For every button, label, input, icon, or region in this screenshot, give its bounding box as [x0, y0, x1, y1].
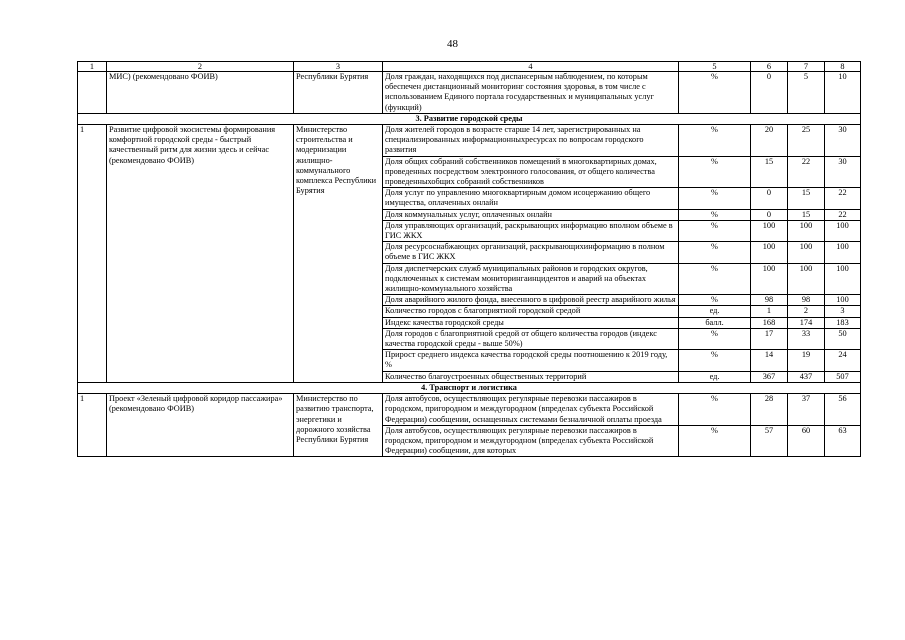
section-heading-row: [78, 113, 861, 124]
responsible-body: Республики Бурятия: [294, 72, 383, 114]
page-number: 48: [447, 38, 458, 50]
indicator-name: Доля автобусов, осуществляющих регулярные перевозки пассажиров в городском, пригородном и междугородном (впределах субъекта Российской Федерации) сообщении, оснащенных системами безналичной оплаты проезда: [383, 394, 679, 426]
value-3: 22: [825, 188, 861, 209]
unit: %: [679, 350, 751, 371]
column-numbers-row: [78, 62, 861, 72]
value-3: 183: [825, 317, 861, 328]
indicator-name: Индекс качества городской среды: [383, 317, 679, 328]
value-3: 50: [825, 328, 861, 349]
value-2: 15: [788, 188, 825, 209]
row-number: 1: [78, 125, 107, 383]
column-number: 5: [679, 62, 751, 72]
value-3: 24: [825, 350, 861, 371]
indicator-name: Количество городов с благоприятной городской средой: [383, 306, 679, 317]
value-2: 22: [788, 156, 825, 188]
value-3: 100: [825, 263, 861, 295]
value-1: 367: [751, 371, 788, 382]
indicator-name: Прирост среднего индекса качества городской среды поотношению к 2019 году, %: [383, 350, 679, 371]
unit: ед.: [679, 371, 751, 382]
indicator-name: Доля городов с благоприятной средой от общего количества городов (индекс качества городской среды - выше 50%): [383, 328, 679, 349]
value-2: 100: [788, 242, 825, 263]
value-1: 28: [751, 394, 788, 426]
value-2: 37: [788, 394, 825, 426]
value-3: 22: [825, 209, 861, 220]
value-2: 100: [788, 220, 825, 241]
value-3: 63: [825, 425, 861, 457]
value-1: 17: [751, 328, 788, 349]
section-heading-row: [78, 382, 861, 393]
unit: %: [679, 394, 751, 426]
value-3: 30: [825, 125, 861, 157]
value-1: 100: [751, 220, 788, 241]
indicators-table: [77, 61, 861, 457]
column-number: 1: [78, 62, 107, 72]
value-2: 437: [788, 371, 825, 382]
value-2: 100: [788, 263, 825, 295]
unit: балл.: [679, 317, 751, 328]
value-2: 33: [788, 328, 825, 349]
indicator-name: Доля общих собраний собственников помещений в многоквартирных домах, проведенных посредством электронного голосования, от общего количества проведенныхобщих собраний собственников: [383, 156, 679, 188]
indicator-name: Количество благоустроенных общественных территорий: [383, 371, 679, 382]
value-2: 19: [788, 350, 825, 371]
column-number: 6: [751, 62, 788, 72]
indicator-name: Доля аварийного жилого фонда, внесенного в цифровой реестр аварийного жилья: [383, 295, 679, 306]
column-number: 3: [294, 62, 383, 72]
unit: %: [679, 209, 751, 220]
value-3: 100: [825, 295, 861, 306]
value-1: 98: [751, 295, 788, 306]
value-3: 100: [825, 220, 861, 241]
project-name: Развитие цифровой экосистемы формирования комфортной городской среды - быстрый качественный ритм для жизни здесь и сейчас (рекомендовано ФОИВ): [107, 125, 294, 383]
value-3: 507: [825, 371, 861, 382]
value-2: 5: [788, 72, 825, 114]
unit: %: [679, 220, 751, 241]
value-3: 30: [825, 156, 861, 188]
section-title: 3. Развитие городской среды: [78, 113, 861, 124]
project-name: МИС) (рекомендовано ФОИВ): [107, 72, 294, 114]
indicator-name: Доля автобусов, осуществляющих регулярные перевозки пассажиров в городском, пригородном и междугородном (впределах субъекта Российской Федерации) сообщении, для которых: [383, 425, 679, 457]
value-3: 100: [825, 242, 861, 263]
value-2: 60: [788, 425, 825, 457]
value-1: 0: [751, 72, 788, 114]
unit: %: [679, 328, 751, 349]
unit: %: [679, 72, 751, 114]
column-number: 8: [825, 62, 861, 72]
indicator-name: Доля граждан, находящихся под диспансерным наблюдением, по которым обеспечен дистанционный мониторинг состояния здоровья, в том числе с использованием Единого портала государственных и муниципальных услуг (функций): [383, 72, 679, 114]
row-number: [78, 72, 107, 114]
project-name: Проект «Зеленый цифровой коридор пассажира» (рекомендовано ФОИВ): [107, 394, 294, 457]
indicator-name: Доля жителей городов в возрасте старше 14 лет, зарегистрированных на специализированных информационныхресурсах по вопросам городского развития: [383, 125, 679, 157]
value-1: 20: [751, 125, 788, 157]
value-1: 57: [751, 425, 788, 457]
value-1: 14: [751, 350, 788, 371]
value-2: 2: [788, 306, 825, 317]
column-number: 2: [107, 62, 294, 72]
value-1: 0: [751, 209, 788, 220]
value-2: 15: [788, 209, 825, 220]
value-3: 3: [825, 306, 861, 317]
unit: %: [679, 425, 751, 457]
responsible-body: Министерство строительства и модернизации жилищно-коммунального комплекса Республики Бурятия: [294, 125, 383, 383]
unit: ед.: [679, 306, 751, 317]
indicator-name: Доля диспетчерских служб муниципальных районов и городских округов, подключенных к системам мониторингаинцидентов и аварий на объектах жилищно-коммунального хозяйства: [383, 263, 679, 295]
value-1: 168: [751, 317, 788, 328]
indicator-name: Доля ресурсоснабжающих организаций, раскрывающихинформацию в полном объеме в ГИС ЖКХ: [383, 242, 679, 263]
table-row: [78, 125, 861, 157]
indicator-name: Доля услуг по управлению многоквартирным домом исоцержанию общего имущества, оплаченных онлайн: [383, 188, 679, 209]
unit: %: [679, 125, 751, 157]
indicator-name: Доля управляющих организаций, раскрывающих информацию вполном объеме в ГИС ЖКХ: [383, 220, 679, 241]
value-2: 174: [788, 317, 825, 328]
unit: %: [679, 188, 751, 209]
unit: %: [679, 156, 751, 188]
value-1: 100: [751, 242, 788, 263]
value-1: 15: [751, 156, 788, 188]
value-2: 98: [788, 295, 825, 306]
value-2: 25: [788, 125, 825, 157]
value-1: 1: [751, 306, 788, 317]
value-1: 0: [751, 188, 788, 209]
value-3: 56: [825, 394, 861, 426]
value-1: 100: [751, 263, 788, 295]
unit: %: [679, 242, 751, 263]
unit: %: [679, 263, 751, 295]
responsible-body: Министерство по развитию транспорта, энергетики и дорожного хозяйства Республики Бурятия: [294, 394, 383, 457]
indicator-name: Доля коммунальных услуг, оплаченных онлайн: [383, 209, 679, 220]
table-row: [78, 72, 861, 114]
column-number: 7: [788, 62, 825, 72]
table-row: [78, 394, 861, 426]
unit: %: [679, 295, 751, 306]
row-number: 1: [78, 394, 107, 457]
section-title: 4. Транспорт и логистика: [78, 382, 861, 393]
column-number: 4: [383, 62, 679, 72]
value-3: 10: [825, 72, 861, 114]
